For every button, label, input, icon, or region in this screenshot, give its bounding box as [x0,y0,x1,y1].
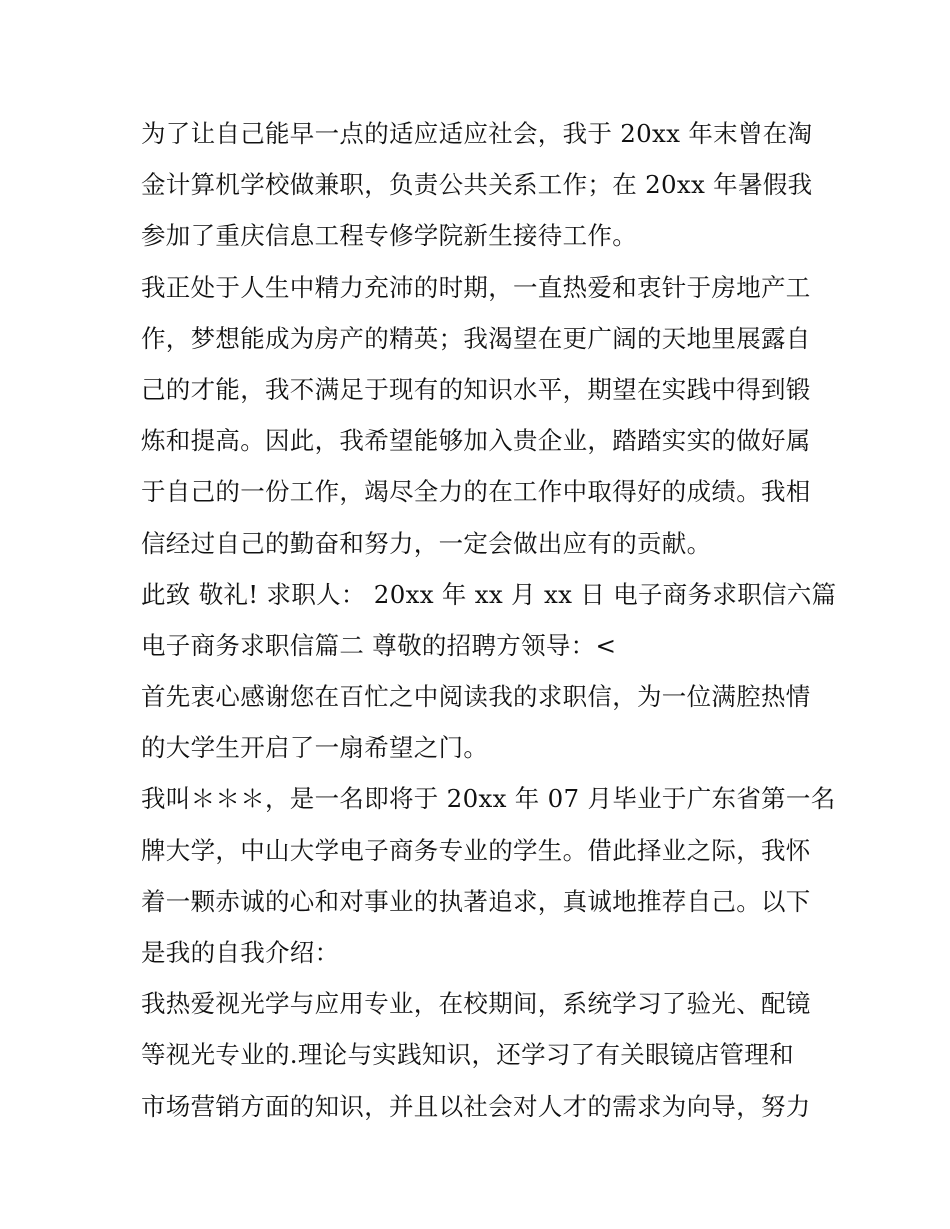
text-line: 作，梦想能成为房产的精英；我渴望在更广阔的天地里展露自 [141,323,811,353]
text-line: 着一颗赤诚的心和对事业的执著追求，真诚地推荐自己。以下 [141,886,811,916]
text-line: 等视光专业的.理论与实践知识，还学习了有关眼镜店管理和 [141,1040,794,1070]
text-line: 牌大学，中山大学电子商务专业的学生。借此择业之际，我怀 [141,835,811,865]
text-line: 此致 敬礼! 求职人： 20xx 年 xx 月 xx 日 电子商务求职信六篇 [141,579,837,609]
text-line: 我热爱视光学与应用专业，在校期间，系统学习了验光、配镜 [141,989,811,1019]
text-line: 金计算机学校做兼职，负责公共关系工作；在 20xx 年暑假我 [141,170,813,200]
text-line: 电子商务求职信篇二 尊敬的招聘方领导：< [141,630,617,660]
text-line: 己的才能，我不满足于现有的知识水平，期望在实践中得到锻 [141,374,811,404]
text-line: 是我的自我介绍： [141,938,340,967]
text-line: 我叫＊＊＊，是一名即将于 20xx 年 07 月毕业于广东省第一名 [141,784,836,814]
text-line: 于自己的一份工作，竭尽全力的在工作中取得好的成绩。我相 [141,477,811,507]
text-line: 炼和提高。因此，我希望能够加入贵企业，踏踏实实的做好属 [141,426,811,456]
text-line: 为了让自己能早一点的适应适应社会，我于 20xx 年末曾在淘 [141,119,813,148]
text-line: 市场营销方面的知识，并且以社会对人才的需求为向导，努力 [141,1091,811,1121]
text-line: 参加了重庆信息工程专修学院新生接待工作。 [141,221,637,251]
text-line: 的大学生开启了一扇希望之门。 [141,733,489,763]
body-text [141,108,837,1132]
text-line: 首先衷心感谢您在百忙之中阅读我的求职信，为一位满腔热情 [141,682,811,712]
text-line: 信经过自己的勤奋和努力，一定会做出应有的贡献。 [141,528,712,558]
text-line: 我正处于人生中精力充沛的时期，一直热爱和衷针于房地产工 [141,272,811,302]
